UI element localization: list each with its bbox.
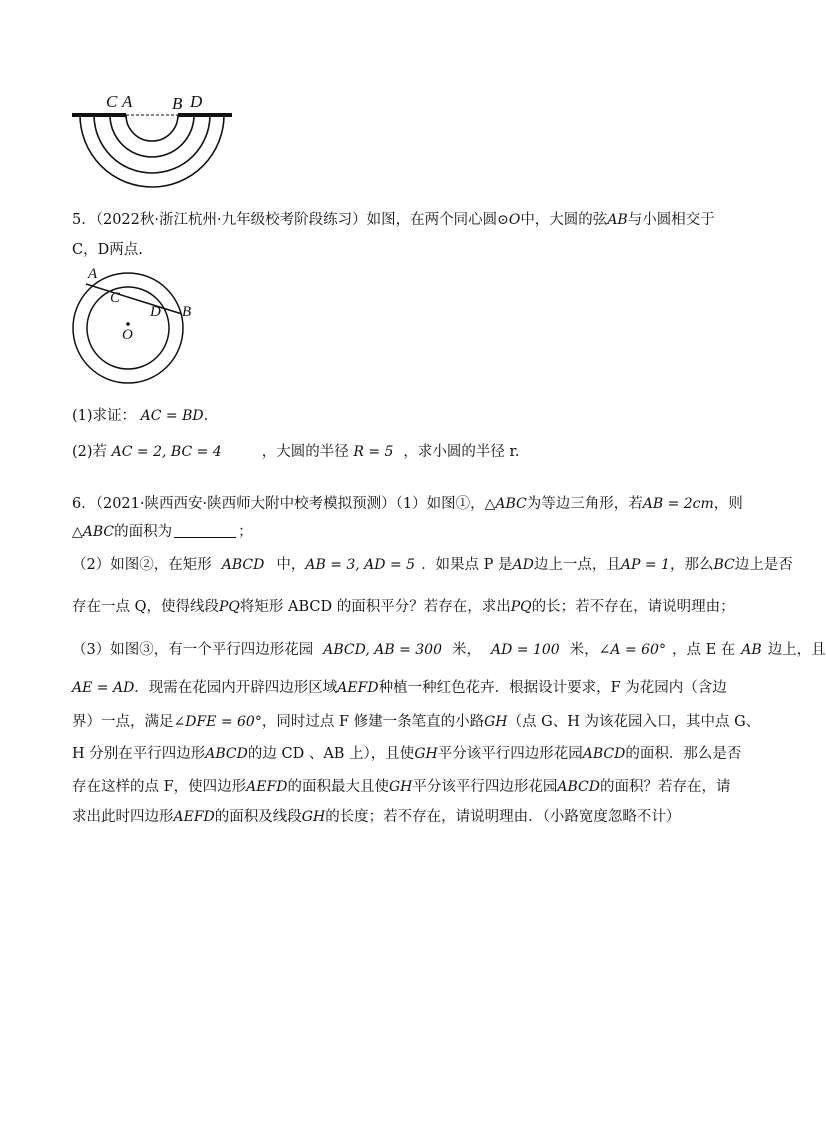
label-d: D — [190, 92, 203, 111]
q6-line5 — [72, 640, 826, 660]
label-b: B — [172, 94, 183, 113]
q5-part2-mid: ，大圆的半径 — [261, 444, 349, 460]
q5-part2 — [72, 442, 519, 462]
q6-l2b: ； — [238, 524, 253, 540]
q5-line1 — [72, 210, 715, 230]
q6-l3c: ．如果点 P 是 — [421, 557, 513, 573]
label-c: C — [106, 92, 118, 111]
q6-l9d: 的面积？若存在，请 — [599, 779, 731, 795]
q6-l7b: ，同时过点 F 修建一条笔直的小路 — [261, 714, 485, 730]
q6-line6 — [72, 678, 727, 698]
q6-l3-ad: AD — [512, 557, 534, 573]
q6-l5a: （3）如图③，有一个平行四边形花园 — [72, 642, 314, 658]
q6-l3f: 边上是否 — [734, 557, 793, 573]
q6-l5c: 米， — [569, 642, 599, 658]
q5-label-c: C — [110, 290, 121, 306]
q5-ab: AB — [607, 212, 628, 228]
q6-line1 — [72, 494, 743, 514]
q6-l1a: 6．（2021·陕西西安·陕西师大附中校考模拟预测）（1）如图①， — [72, 496, 485, 512]
q6-l2-tri: △ABC — [72, 524, 115, 540]
q5-label-a: A — [88, 266, 98, 282]
q6-l4-pq: PQ — [219, 599, 240, 615]
q6-l4a: 存在一点 Q，使得线段 — [72, 599, 219, 615]
q6-l10a: 求出此时四边形 — [72, 809, 174, 825]
q6-line4 — [72, 597, 735, 617]
q6-l5e: 边上，且 — [767, 642, 826, 658]
q6-l3-abcd: ABCD — [221, 557, 265, 573]
q6-l8-gh: GH — [414, 746, 438, 762]
q6-l1c: ，则 — [713, 496, 743, 512]
concentric-circles-diagram — [66, 266, 206, 386]
q6-l3e: ，那么 — [669, 557, 714, 573]
q6-l5-ad: AD = 100 — [490, 642, 560, 658]
q6-l10-gh: GH — [301, 809, 326, 825]
q5-label-b: B — [182, 304, 192, 320]
q6-l3-ap: AP = 1 — [620, 557, 670, 573]
q6-l1-math: AB = 2cm — [642, 496, 714, 512]
q6-line3 — [72, 555, 793, 575]
q6-l3a: （2）如图②，在矩形 — [72, 557, 212, 573]
q5-label-o: O — [122, 327, 133, 343]
q6-l9-aefd: AEFD — [246, 779, 288, 795]
q5-part2-math2: R = 5 — [353, 444, 394, 460]
q6-l8-abcd2: ABCD — [582, 746, 626, 762]
q6-line9 — [72, 777, 730, 797]
label-a: A — [122, 92, 133, 111]
q5-text-cd: C，D两点. — [72, 242, 143, 258]
q5-part1 — [72, 406, 208, 426]
q6-line10 — [72, 807, 680, 827]
q6-l8b: 的边 CD 、AB 上），且使 — [247, 746, 415, 762]
q6-l1-tri: △ABC — [484, 496, 527, 512]
q6-l5b: 米， — [451, 642, 481, 658]
q5-label-d: D — [150, 304, 161, 320]
q6-l4-pq2: PQ — [510, 599, 532, 615]
q5-part1-prefix: (1)求证： — [72, 408, 137, 424]
q6-l1b: 为等边三角形，若 — [526, 496, 643, 512]
figure-concentric-circles — [66, 266, 206, 386]
q6-l8d: 的面积．那么是否 — [625, 746, 742, 762]
q5-part2-suffix: ，求小圆的半径 r. — [403, 444, 520, 460]
q5-part1-math: AC = BD — [140, 408, 204, 424]
q5-text-c: 与小圆相交于 — [627, 212, 715, 228]
semicircles-diagram — [60, 88, 250, 198]
q6-l3-math: AB = 3, AD = 5 — [305, 557, 416, 573]
q5-part1-suffix: . — [203, 408, 209, 424]
q6-l9c: 平分该平行四边形花园 — [412, 779, 558, 795]
q6-line2 — [72, 522, 253, 542]
q5-part2-prefix: (2)若 — [72, 444, 108, 460]
q6-l9b: 的面积最大且使 — [287, 779, 389, 795]
q6-line8 — [72, 744, 741, 764]
q6-l9-abcd: ABCD — [557, 779, 600, 795]
q6-l3d: 边上一点，且 — [533, 557, 621, 573]
q6-l2a: 的面积为 — [114, 524, 173, 540]
q6-line7 — [72, 712, 760, 732]
q6-l10b: 的面积及线段 — [214, 809, 302, 825]
q6-l3b: 中， — [276, 557, 306, 573]
q6-l5-angle: ∠A = 60° — [598, 642, 666, 658]
q6-l9a: 存在这样的点 F，使四边形 — [72, 779, 247, 795]
q6-l3-bc: BC — [713, 557, 735, 573]
q6-l6-math: AE = AD — [72, 680, 135, 696]
q6-l7-gh: GH — [484, 714, 508, 730]
q6-l5-ab: AB — [741, 642, 762, 658]
q6-l8c: 平分该平行四边形花园 — [437, 746, 583, 762]
q6-l4b: 将矩形 ABCD 的面积平分？若存在，求出 — [239, 599, 511, 615]
q6-l5-math: ABCD, AB = 300 — [323, 642, 442, 658]
q5-part2-math1: AC = 2, BC = 4 — [111, 444, 222, 460]
q6-l6a: ．现需在花园内开辟四边形区域 — [134, 680, 338, 696]
q6-l7-angle: ∠DFE = 60° — [173, 714, 262, 730]
q5-text-b: 中，大圆的弦 — [520, 212, 608, 228]
figure-semicircles — [60, 88, 250, 198]
q6-l6b: 种植一种红色花卉．根据设计要求，F 为花园内（含边 — [378, 680, 727, 696]
q5-line2 — [72, 240, 143, 260]
q6-l10-aefd: AEFD — [173, 809, 215, 825]
q6-l4c: 的长；若不存在，请说明理由； — [531, 599, 735, 615]
q6-l8-abcd: ABCD — [205, 746, 248, 762]
q6-l7c: （点 G、H 为该花园入口，其中点 G、 — [507, 714, 761, 730]
q6-l5d: ，点 E 在 — [671, 642, 736, 658]
q6-l10c: 的长度；若不存在，请说明理由．（小路宽度忽略不计） — [325, 809, 681, 825]
q5-text-a: 5．（2022秋·浙江杭州·九年级校考阶段练习）如图，在两个同心圆 — [72, 212, 498, 228]
q6-l8a: H 分别在平行四边形 — [72, 746, 206, 762]
q5-circle-o: ⊙O — [497, 212, 521, 228]
answer-blank — [174, 523, 236, 538]
q6-l7a: 界）一点，满足 — [72, 714, 174, 730]
q6-l6-aefd: AEFD — [337, 680, 379, 696]
q6-l9-gh: GH — [388, 779, 413, 795]
